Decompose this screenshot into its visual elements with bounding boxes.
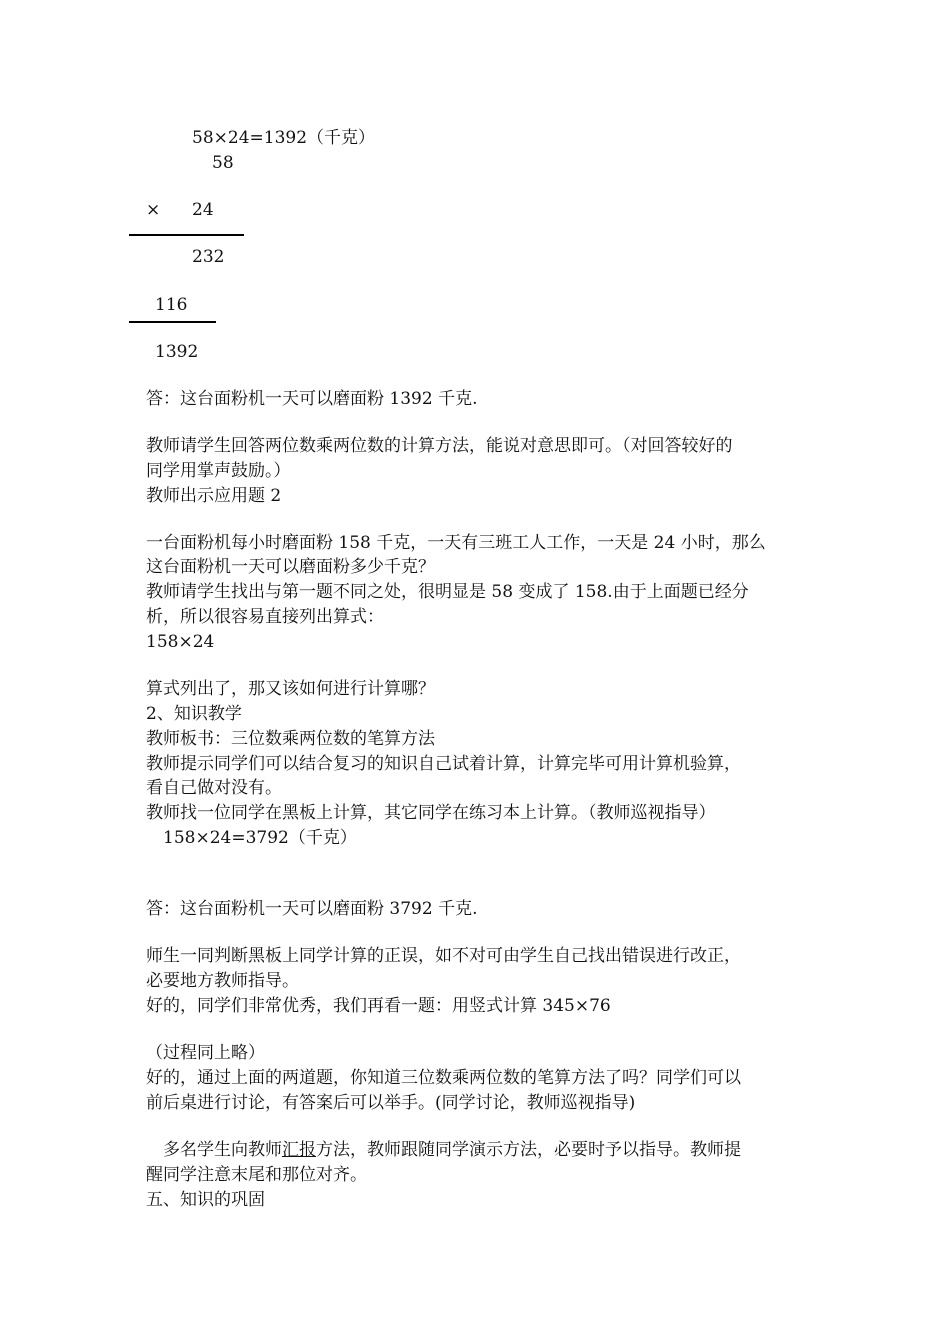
calc1-multiplier: 24 <box>192 200 214 220</box>
problem-2-line-1: 一台面粉机每小时磨面粉 158 千克，一天有三班工人工作，一天是 24 小时，那么 <box>146 533 766 553</box>
question-line: 算式列出了，那又该如何进行计算哪？ <box>146 679 435 699</box>
paragraph-difference-1: 教师请学生找出与第一题不同之处，很明显是 58 变成了 158.由于上面题已经分 <box>146 582 749 602</box>
paragraph-judge-2: 必要地方教师指导。 <box>146 971 299 991</box>
paragraph-hint-1: 教师提示同学们可以结合复习的知识自己试着计算，计算完毕可用计算机验算， <box>146 754 741 774</box>
paragraph-report-2: 醒同学注意末尾和那位对齐。 <box>146 1165 367 1185</box>
calc1-rule-1 <box>129 234 244 236</box>
answer-1: 答：这台面粉机一天可以磨面粉 1392 千克. <box>146 389 478 409</box>
calc1-partial-2: 116 <box>155 295 188 315</box>
formula-2: 158×24 <box>146 632 215 652</box>
paragraph-method-1: 教师请学生回答两位数乘两位数的计算方法，能说对意思即可。（对回答较好的 <box>146 436 733 456</box>
calc1-times-sign: × <box>146 200 161 220</box>
answer-2: 答：这台面粉机一天可以磨面粉 3792 千克. <box>146 899 478 919</box>
paragraph-discuss-2: 前后桌进行讨论，有答案后可以举手。(同学讨论，教师巡视指导) <box>146 1093 636 1113</box>
calc1-multiplicand: 58 <box>212 153 234 173</box>
paragraph-blackboard: 教师找一位同学在黑板上计算，其它同学在练习本上计算。（教师巡视指导） <box>146 803 716 823</box>
report-underlined-word: 汇报 <box>282 1140 316 1160</box>
report-text-post: 方法，教师跟随同学演示方法，必要时予以指导。教师提 <box>316 1140 741 1160</box>
equation-2: 158×24=3792（千克） <box>163 828 357 848</box>
process-note: （过程同上略） <box>146 1043 265 1063</box>
section-2-heading: 2、知识教学 <box>146 704 242 724</box>
paragraph-difference-2: 析，所以很容易直接列出算式： <box>146 607 384 627</box>
board-title: 教师板书：三位数乘两位数的笔算方法 <box>146 729 435 749</box>
paragraph-report-1 <box>163 1139 741 1161</box>
calc1-partial-1: 232 <box>192 247 225 267</box>
paragraph-discuss-1: 好的，通过上面的两道题，你知道三位数乘两位数的笔算方法了吗？同学们可以 <box>146 1068 741 1088</box>
show-problem-2: 教师出示应用题 2 <box>146 486 282 506</box>
calc1-rule-2 <box>129 321 216 323</box>
paragraph-next-problem: 好的，同学们非常优秀，我们再看一题：用竖式计算 345×76 <box>146 996 611 1016</box>
calc1-equation: 58×24=1392（千克） <box>192 128 376 148</box>
problem-2-line-2: 这台面粉机一天可以磨面粉多少千克？ <box>146 557 435 577</box>
paragraph-method-2: 同学用掌声鼓励。） <box>146 461 291 481</box>
calc1-result: 1392 <box>155 342 199 362</box>
report-text-pre: 多名学生向教师 <box>163 1140 282 1160</box>
section-5-heading: 五、知识的巩固 <box>146 1190 265 1210</box>
paragraph-hint-2: 看自己做对没有。 <box>146 778 282 798</box>
paragraph-judge-1: 师生一同判断黑板上同学计算的正误，如不对可由学生自己找出错误进行改正， <box>146 946 741 966</box>
